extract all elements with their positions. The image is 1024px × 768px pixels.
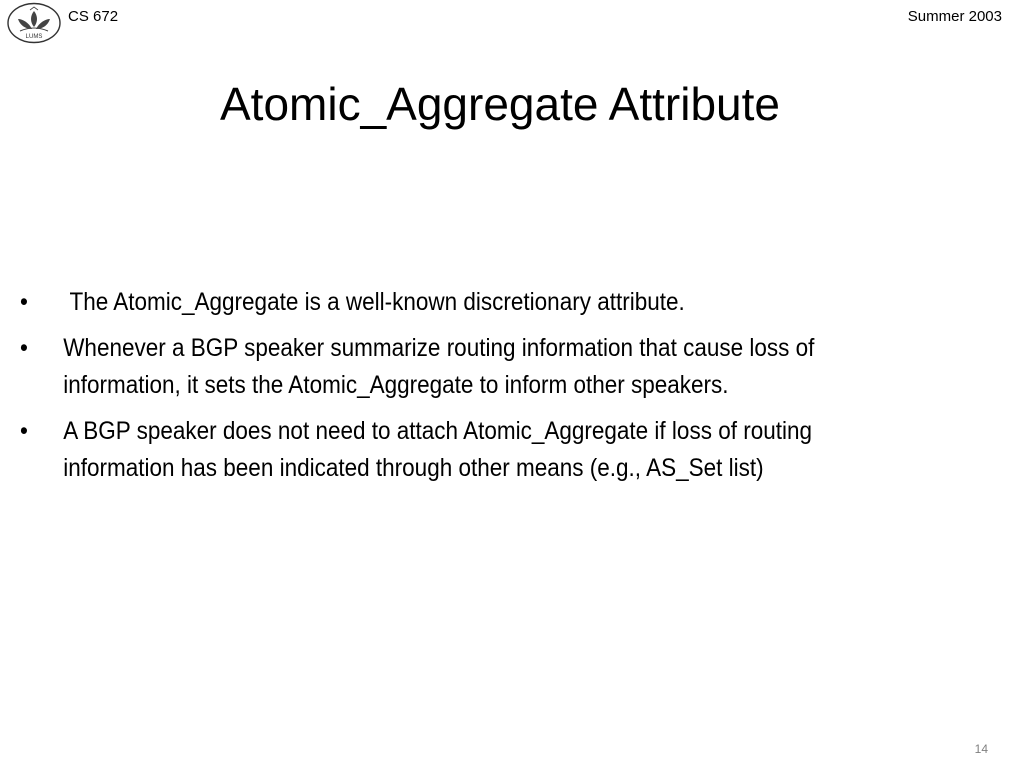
bullet-marker: • [20,288,28,316]
bullet-marker: • [20,417,28,445]
bullet-item [20,413,902,487]
slide-title: Atomic_Aggregate Attribute [220,78,780,130]
bullet-marker: • [20,334,28,362]
term-label: Summer 2003 [907,8,1002,25]
bullet-item [20,330,902,404]
bullet-item [20,284,902,321]
page-number: 14 [974,742,988,756]
lums-logo-graphic [6,2,62,44]
bullet-text: The Atomic_Aggregate is a well-known discretionary attribute. [63,288,685,316]
bullet-list [20,284,902,496]
bullet-text: Whenever a BGP speaker summarize routing information that cause loss of information, it sets the Atomic_Aggregate to inform other speakers. [63,334,815,399]
lums-logo [6,2,62,44]
course-label: CS 672 [68,8,119,25]
bullet-text: A BGP speaker does not need to attach Atomic_Aggregate if loss of routing information has been indicated through other means (e.g., AS_Set list) [63,417,813,482]
logo-text: LUMS [25,34,43,40]
